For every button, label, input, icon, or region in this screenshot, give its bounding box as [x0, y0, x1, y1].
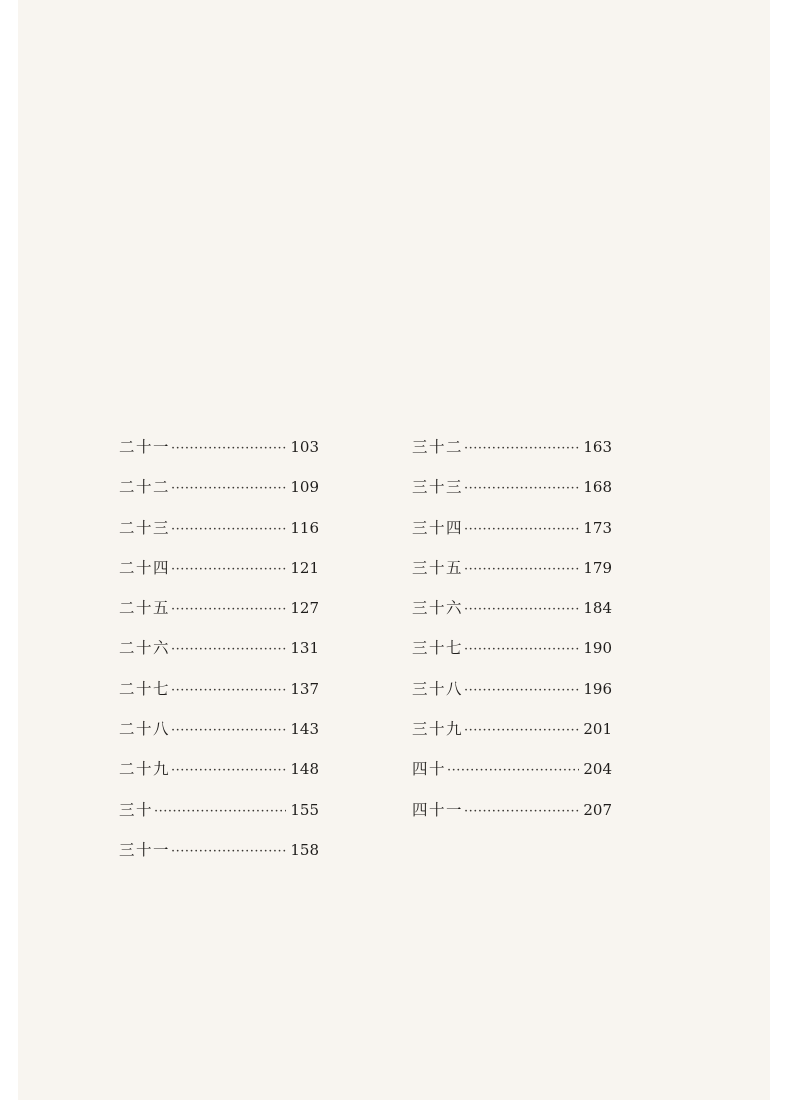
- toc-entry-title: 三十四: [412, 518, 464, 537]
- toc-entry[interactable]: [119, 636, 319, 676]
- toc-entry[interactable]: [119, 838, 319, 878]
- toc-entry-title: 三十五: [412, 558, 464, 577]
- toc-column-right: [412, 435, 612, 838]
- toc-dot-leader: [171, 638, 286, 662]
- toc-entry[interactable]: [412, 475, 612, 515]
- toc-dot-leader: [447, 759, 579, 783]
- toc-dot-leader: [171, 518, 286, 542]
- toc-dot-leader: [171, 679, 286, 703]
- toc-entry[interactable]: [412, 596, 612, 636]
- toc-entry[interactable]: [119, 677, 319, 717]
- toc-dot-leader: [464, 800, 579, 824]
- toc-dot-leader: [464, 477, 579, 501]
- toc-entry-title: 三十一: [119, 840, 171, 859]
- toc-entry-title: 二十四: [119, 558, 171, 577]
- toc-dot-leader: [464, 679, 579, 703]
- toc-entry[interactable]: [119, 757, 319, 797]
- toc-page-number: 103: [290, 438, 319, 456]
- toc-entry-title: 二十五: [119, 599, 171, 618]
- toc-dot-leader: [171, 840, 286, 864]
- toc-entry-title: 四十一: [412, 800, 464, 819]
- toc-page-number: 121: [290, 558, 319, 577]
- toc-dot-leader: [171, 477, 286, 501]
- toc-page-number: 137: [290, 679, 319, 698]
- document-page: [18, 0, 770, 1100]
- toc-dot-leader: [171, 598, 286, 622]
- toc-dot-leader: [171, 719, 286, 743]
- toc-entry[interactable]: [119, 717, 319, 757]
- toc-entry[interactable]: [119, 435, 319, 475]
- toc-dot-leader: [154, 800, 286, 824]
- toc-entry-title: 二十八: [119, 720, 171, 739]
- toc-entry[interactable]: [412, 757, 612, 797]
- toc-entry[interactable]: [412, 516, 612, 556]
- toc-page-number: 143: [290, 720, 319, 739]
- toc-page-number: 148: [290, 760, 319, 779]
- toc-entry[interactable]: [119, 556, 319, 596]
- toc-entry[interactable]: [412, 636, 612, 676]
- toc-page-number: 158: [290, 840, 319, 859]
- toc-dot-leader: [464, 558, 579, 582]
- toc-entry[interactable]: [412, 717, 612, 757]
- toc-entry-title: 三十六: [412, 599, 464, 618]
- toc-entry[interactable]: [412, 435, 612, 475]
- toc-entry-title: 二十三: [119, 518, 171, 537]
- toc-page-number: 190: [583, 639, 612, 658]
- toc-page-number: 116: [290, 518, 319, 537]
- toc-page-number: 155: [290, 800, 319, 819]
- toc-dot-leader: [171, 558, 286, 582]
- toc-page-number: 204: [583, 760, 612, 779]
- toc-dot-leader: [464, 598, 579, 622]
- toc-entry-title: 二十二: [119, 478, 171, 497]
- toc-page-number: 163: [583, 438, 612, 456]
- toc-dot-leader: [171, 759, 286, 783]
- toc-entry-title: 三十九: [412, 720, 464, 739]
- toc-page-number: 131: [290, 639, 319, 658]
- toc-entry-title: 二十九: [119, 760, 171, 779]
- toc-entry[interactable]: [119, 596, 319, 636]
- toc-entry[interactable]: [119, 475, 319, 515]
- toc-dot-leader: [464, 437, 579, 461]
- toc-dot-leader: [171, 437, 286, 461]
- toc-entry-title: 四十: [412, 760, 447, 779]
- toc-entry-title: 三十七: [412, 639, 464, 658]
- toc-entry-title: 三十八: [412, 679, 464, 698]
- toc-entry-title: 三十三: [412, 478, 464, 497]
- toc-dot-leader: [464, 638, 579, 662]
- toc-page-number: 184: [583, 599, 612, 618]
- toc-entry[interactable]: [412, 798, 612, 838]
- toc-page-number: 207: [583, 800, 612, 819]
- toc-entry-title: 三十: [119, 800, 154, 819]
- toc-dot-leader: [464, 719, 579, 743]
- toc-entry[interactable]: [412, 677, 612, 717]
- toc-entry-title: 二十七: [119, 679, 171, 698]
- toc-entry[interactable]: [119, 798, 319, 838]
- toc-page-number: 127: [290, 599, 319, 618]
- toc-column-left: [119, 435, 319, 878]
- toc-page-number: 196: [583, 679, 612, 698]
- toc-page-number: 179: [583, 558, 612, 577]
- toc-entry-title: 二十一: [119, 438, 171, 456]
- toc-entry[interactable]: [412, 556, 612, 596]
- toc-entry-title: 二十六: [119, 639, 171, 658]
- toc-page-number: 201: [583, 720, 612, 739]
- toc-page-number: 109: [290, 478, 319, 497]
- toc-page-number: 168: [583, 478, 612, 497]
- toc-entry[interactable]: [119, 516, 319, 556]
- toc-dot-leader: [464, 518, 579, 542]
- toc-entry-title: 三十二: [412, 438, 464, 456]
- toc-page-number: 173: [583, 518, 612, 537]
